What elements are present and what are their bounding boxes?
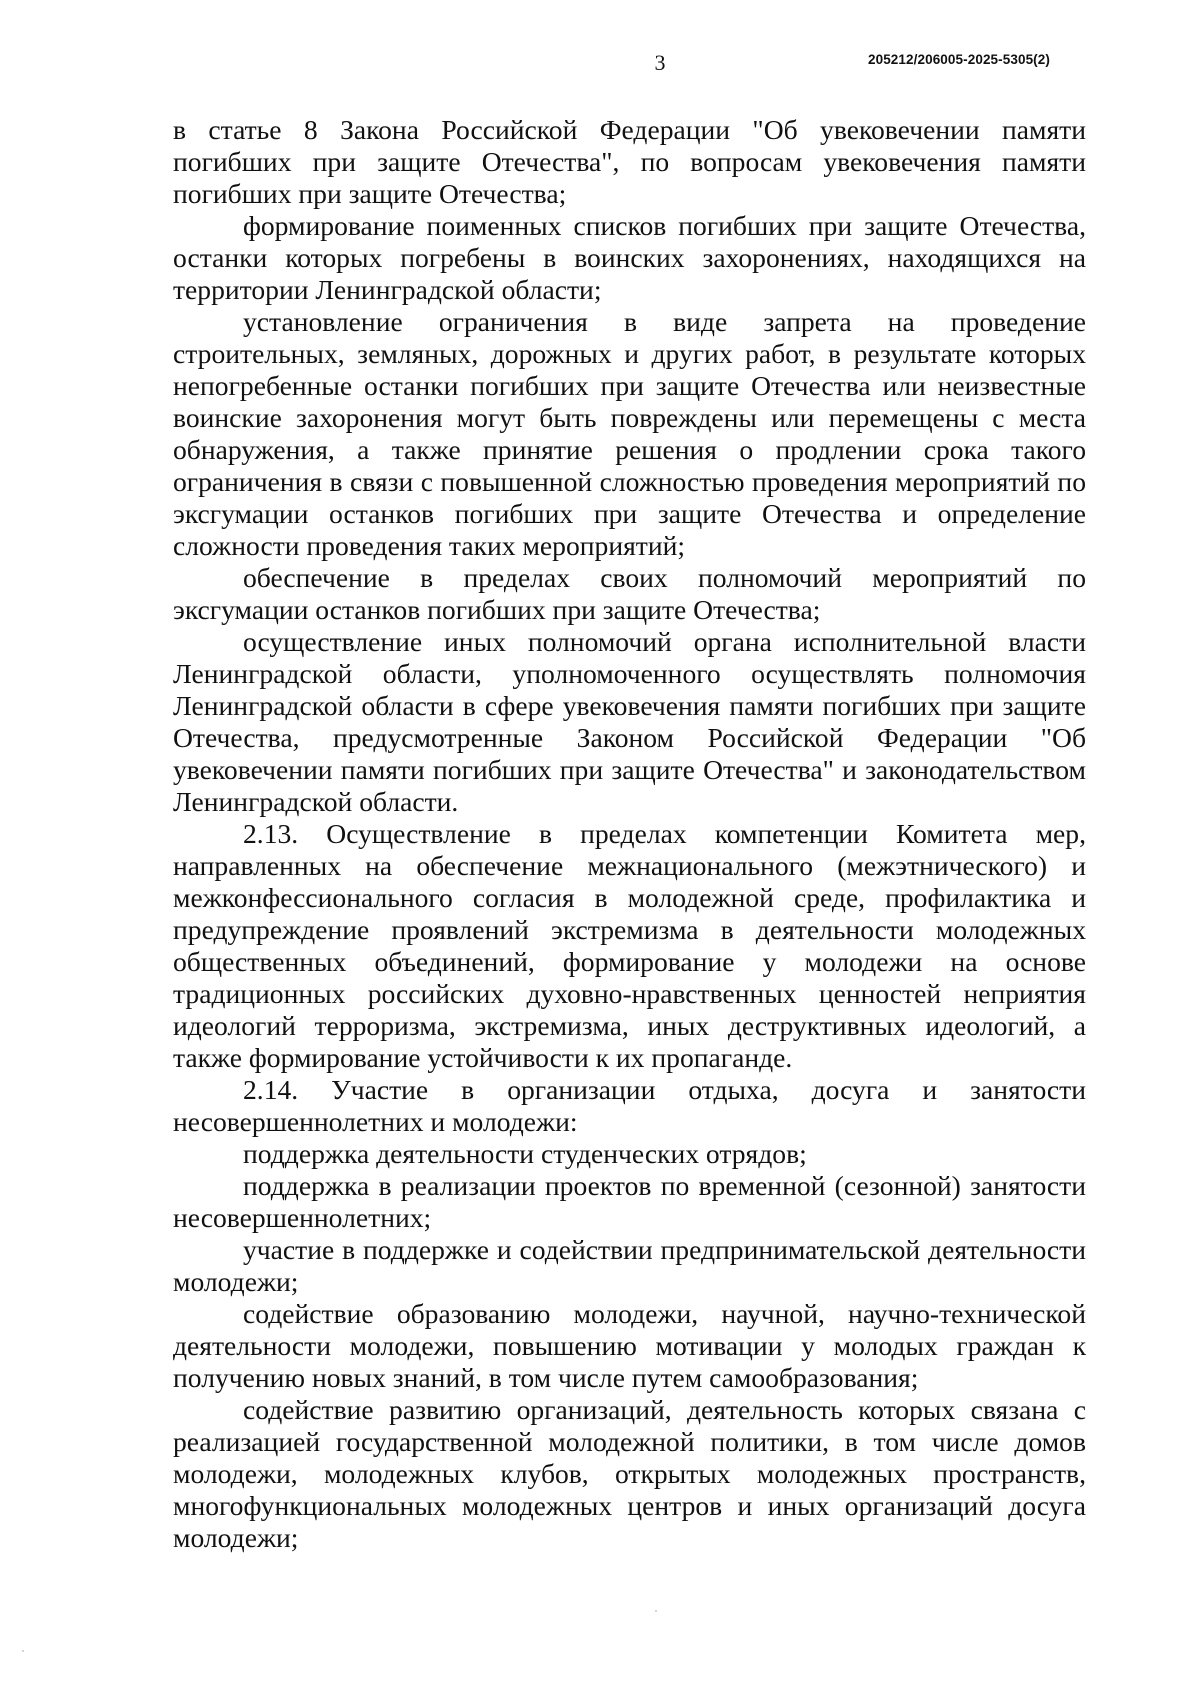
paragraph-4: обеспечение в пределах своих полномочий мероприятий по эксгумации останков погибших при защите Отечества; xyxy=(173,562,1086,625)
paragraph-5: осуществление иных полномочий органа исполнительной власти Ленинградской области, уполномоченного осуществлять полномочия Ленинградской области в сфере увековечения памяти погибших при защите Отечества, предусмотренные Законом Российской Федерации "Об увековечении памяти погибших при защите Отечества" и законодательством Ленинградской области. xyxy=(173,626,1086,817)
paragraph-2: формирование поименных списков погибших при защите Отечества, останки которых погребены в воинских захоронениях, находящихся на территории Ленинградской области; xyxy=(173,210,1086,305)
document-body xyxy=(173,114,1086,1554)
paragraph-10: участие в поддержке и содействии предпринимательской деятельности молодежи; xyxy=(173,1234,1086,1297)
paragraph-1: в статье 8 Закона Российской Федерации "Об увековечении памяти погибших при защите Отечества", по вопросам увековечения памяти погибших при защите Отечества; xyxy=(173,114,1086,209)
paragraph-9: поддержка в реализации проектов по временной (сезонной) занятости несовершеннолетних; xyxy=(173,1170,1086,1233)
document-id: 205212/206005-2025-5305(2) xyxy=(867,52,1050,67)
paragraph-12: содействие развитию организаций, деятельность которых связана с реализацией государственной молодежной политики, в том числе домов молодежи, молодежных клубов, открытых молодежных пространств, многофункциональных молодежных центров и иных организаций досуга молодежи; xyxy=(173,1394,1086,1553)
paragraph-section-2-14: 2.14. Участие в организации отдыха, досуга и занятости несовершеннолетних и молодежи: xyxy=(173,1074,1086,1137)
scan-speck xyxy=(22,1650,24,1652)
paragraph-section-2-13: 2.13. Осуществление в пределах компетенции Комитета мер, направленных на обеспечение межнационального (межэтнического) и межконфессионального согласия в молодежной среде, профилактика и предупреждение проявлений экстремизма в деятельности молодежных общественных объединений, формирование у молодежи на основе традиционных российских духовно-нравственных ценностей неприятия идеологий терроризма, экстремизма, иных деструктивных идеологий, а также формирование устойчивости к их пропаганде. xyxy=(173,818,1086,1073)
paragraph-8: поддержка деятельности студенческих отрядов; xyxy=(243,1138,807,1169)
paragraph-3: установление ограничения в виде запрета на проведение строительных, земляных, дорожных и других работ, в результате которых непогребенные останки погибших при защите Отечества или неизвестные воинские захоронения могут быть повреждены или перемещены с места обнаружения, а также принятие решения о продлении срока такого ограничения в связи с повышенной сложностью проведения мероприятий по эксгумации останков погибших при защите Отечества и определение сложности проведения таких мероприятий; xyxy=(173,306,1086,561)
paragraph-11: содействие образованию молодежи, научной, научно-технической деятельности молодежи, повышению мотивации у молодых граждан к получению новых знаний, в том числе путем самообразования; xyxy=(173,1298,1086,1393)
page-number: 3 xyxy=(654,50,666,75)
scan-speck xyxy=(655,1610,657,1612)
